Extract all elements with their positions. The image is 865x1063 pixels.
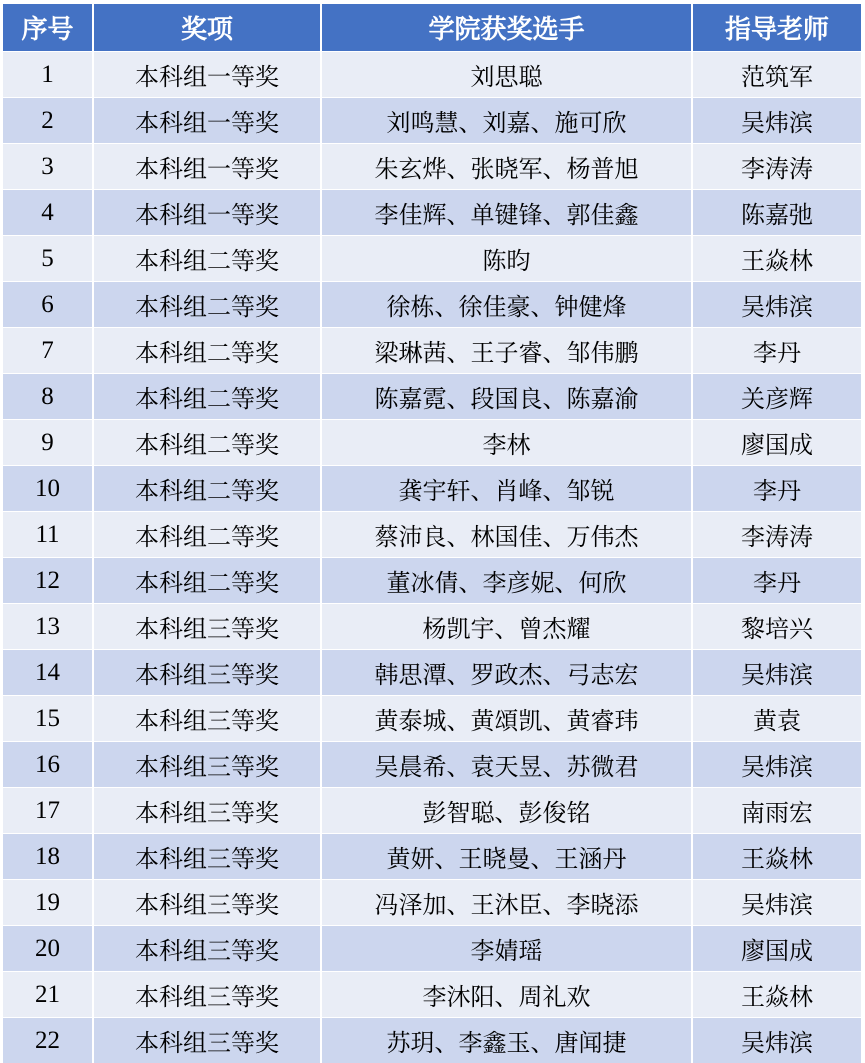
cell-award: 本科组三等奖	[93, 696, 321, 742]
header-row	[3, 4, 861, 52]
header-award: 奖项	[93, 4, 321, 52]
table-row	[3, 1018, 861, 1063]
cell-advisor: 范筑军	[692, 52, 861, 98]
cell-index: 8	[3, 374, 93, 420]
table-row	[3, 282, 861, 328]
header-winners: 学院获奖选手	[321, 4, 692, 52]
table-row	[3, 190, 861, 236]
cell-advisor: 李丹	[692, 558, 861, 604]
cell-winners: 梁琳茜、王子睿、邹伟鹏	[321, 328, 692, 374]
cell-advisor: 李涛涛	[692, 512, 861, 558]
table-row	[3, 98, 861, 144]
table-row	[3, 650, 861, 696]
cell-advisor: 吴炜滨	[692, 282, 861, 328]
cell-advisor: 关彦辉	[692, 374, 861, 420]
cell-winners: 陈嘉霓、段国良、陈嘉渝	[321, 374, 692, 420]
cell-award: 本科组三等奖	[93, 1018, 321, 1063]
cell-advisor: 吴炜滨	[692, 880, 861, 926]
table-row	[3, 52, 861, 98]
cell-award: 本科组一等奖	[93, 144, 321, 190]
table-row	[3, 144, 861, 190]
table-row	[3, 972, 861, 1018]
cell-advisor: 李丹	[692, 328, 861, 374]
table-row	[3, 420, 861, 466]
cell-winners: 苏玥、李鑫玉、唐闻捷	[321, 1018, 692, 1063]
cell-index: 2	[3, 98, 93, 144]
cell-index: 1	[3, 52, 93, 98]
cell-advisor: 李涛涛	[692, 144, 861, 190]
cell-index: 6	[3, 282, 93, 328]
cell-winners: 韩思潭、罗政杰、弓志宏	[321, 650, 692, 696]
cell-winners: 李婧瑶	[321, 926, 692, 972]
cell-award: 本科组三等奖	[93, 926, 321, 972]
table-row	[3, 512, 861, 558]
cell-winners: 杨凯宇、曾杰耀	[321, 604, 692, 650]
table-row	[3, 788, 861, 834]
cell-award: 本科组三等奖	[93, 880, 321, 926]
cell-award: 本科组一等奖	[93, 98, 321, 144]
cell-index: 21	[3, 972, 93, 1018]
cell-index: 16	[3, 742, 93, 788]
cell-index: 3	[3, 144, 93, 190]
cell-award: 本科组三等奖	[93, 650, 321, 696]
cell-advisor: 吴炜滨	[692, 1018, 861, 1063]
header-index: 序号	[3, 4, 93, 52]
header-advisor: 指导老师	[692, 4, 861, 52]
cell-index: 4	[3, 190, 93, 236]
table-row	[3, 236, 861, 282]
cell-award: 本科组二等奖	[93, 374, 321, 420]
table-row	[3, 880, 861, 926]
cell-winners: 李沐阳、周礼欢	[321, 972, 692, 1018]
table-header	[3, 4, 861, 52]
table-row	[3, 374, 861, 420]
cell-advisor: 黄袁	[692, 696, 861, 742]
cell-advisor: 王焱林	[692, 236, 861, 282]
cell-winners: 李佳辉、单键锋、郭佳鑫	[321, 190, 692, 236]
cell-advisor: 王焱林	[692, 972, 861, 1018]
cell-advisor: 吴炜滨	[692, 98, 861, 144]
cell-award: 本科组二等奖	[93, 236, 321, 282]
cell-index: 7	[3, 328, 93, 374]
table-row	[3, 742, 861, 788]
cell-award: 本科组三等奖	[93, 834, 321, 880]
cell-winners: 刘思聪	[321, 52, 692, 98]
cell-index: 14	[3, 650, 93, 696]
cell-winners: 龚宇轩、肖峰、邹锐	[321, 466, 692, 512]
cell-award: 本科组三等奖	[93, 742, 321, 788]
cell-index: 20	[3, 926, 93, 972]
cell-index: 11	[3, 512, 93, 558]
cell-winners: 李林	[321, 420, 692, 466]
cell-index: 18	[3, 834, 93, 880]
table-row	[3, 558, 861, 604]
table-row	[3, 834, 861, 880]
cell-index: 19	[3, 880, 93, 926]
cell-index: 10	[3, 466, 93, 512]
cell-advisor: 王焱林	[692, 834, 861, 880]
cell-advisor: 吴炜滨	[692, 650, 861, 696]
cell-advisor: 陈嘉弛	[692, 190, 861, 236]
cell-winners: 陈昀	[321, 236, 692, 282]
cell-award: 本科组一等奖	[93, 52, 321, 98]
cell-winners: 黄泰城、黄頌凯、黄睿玮	[321, 696, 692, 742]
table-row	[3, 328, 861, 374]
cell-index: 9	[3, 420, 93, 466]
awards-table	[3, 4, 861, 1063]
cell-award: 本科组二等奖	[93, 558, 321, 604]
cell-advisor: 南雨宏	[692, 788, 861, 834]
cell-award: 本科组三等奖	[93, 604, 321, 650]
cell-advisor: 黎培兴	[692, 604, 861, 650]
cell-winners: 蔡沛良、林国佳、万伟杰	[321, 512, 692, 558]
cell-winners: 朱玄烨、张晓军、杨普旭	[321, 144, 692, 190]
cell-index: 12	[3, 558, 93, 604]
cell-advisor: 李丹	[692, 466, 861, 512]
table-row	[3, 604, 861, 650]
cell-winners: 彭智聪、彭俊铭	[321, 788, 692, 834]
cell-winners: 刘鸣慧、刘嘉、施可欣	[321, 98, 692, 144]
cell-award: 本科组二等奖	[93, 328, 321, 374]
cell-award: 本科组二等奖	[93, 420, 321, 466]
cell-award: 本科组二等奖	[93, 282, 321, 328]
cell-winners: 徐栋、徐佳豪、钟健烽	[321, 282, 692, 328]
cell-award: 本科组一等奖	[93, 190, 321, 236]
cell-advisor: 廖国成	[692, 420, 861, 466]
table-body	[3, 52, 861, 1063]
cell-index: 17	[3, 788, 93, 834]
cell-advisor: 廖国成	[692, 926, 861, 972]
table-row	[3, 466, 861, 512]
cell-index: 13	[3, 604, 93, 650]
cell-index: 15	[3, 696, 93, 742]
cell-winners: 冯泽加、王沐臣、李晓添	[321, 880, 692, 926]
cell-winners: 吴晨希、袁天昱、苏微君	[321, 742, 692, 788]
cell-index: 5	[3, 236, 93, 282]
table-row	[3, 696, 861, 742]
cell-index: 22	[3, 1018, 93, 1063]
cell-award: 本科组二等奖	[93, 466, 321, 512]
cell-award: 本科组二等奖	[93, 512, 321, 558]
cell-winners: 黄妍、王晓曼、王涵丹	[321, 834, 692, 880]
table-row	[3, 926, 861, 972]
cell-advisor: 吴炜滨	[692, 742, 861, 788]
cell-award: 本科组三等奖	[93, 972, 321, 1018]
cell-award: 本科组三等奖	[93, 788, 321, 834]
cell-winners: 董冰倩、李彦妮、何欣	[321, 558, 692, 604]
